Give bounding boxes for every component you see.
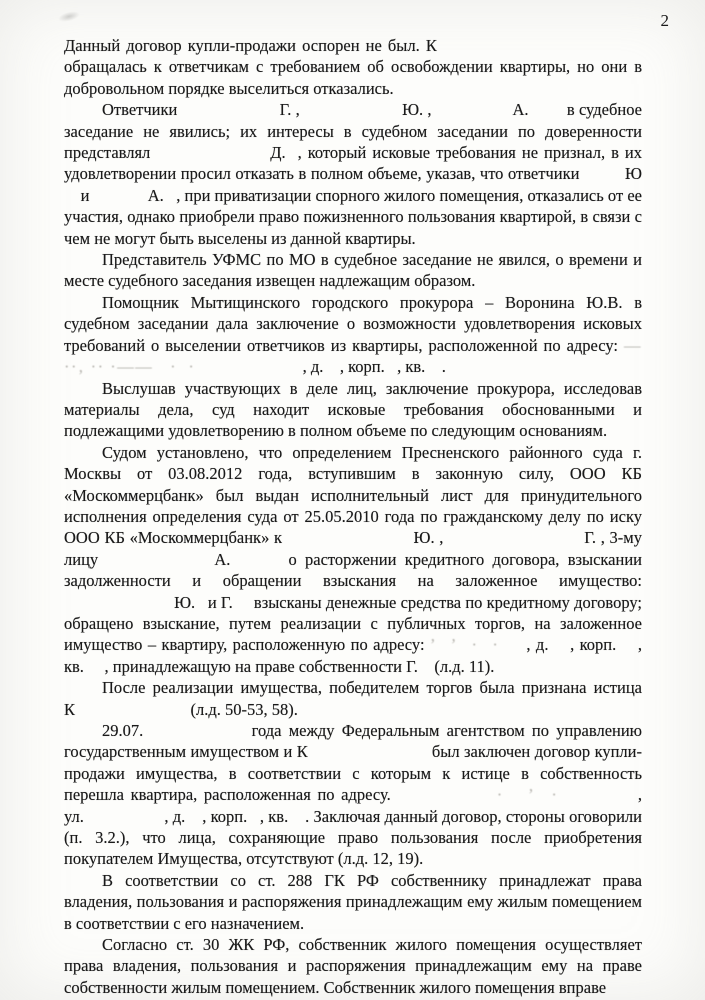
document-body: [64, 35, 642, 998]
paragraph-court-established-tail: , д. , корп. , кв. , принадлежащую на праве собственности Г. (л.д. 11).: [64, 635, 642, 676]
paragraph-prosecutor-opinion: [64, 292, 642, 378]
paragraph-prosecutor-opinion-tail: , д. , корп. , кв. .: [195, 357, 446, 377]
paragraph-ufms-representative: Представитель УФМС по МО в судебное заседание не явился, о времени и месте судебного заседания извещен надлежащим образом.: [64, 250, 642, 291]
redacted-address-marks-2: ’ ’ · ·: [429, 635, 500, 655]
paragraph-article-30: Согласно ст. 30 ЖК РФ, собственник жилого помещения осуществляет права владения, пользования и распоряжения принадлежащим ему на праве собственности жилым помещением. Собственник жилого помещения вправе: [64, 935, 642, 997]
paragraph-purchase-agreement-tail: , ул. , д. , корп. , кв. . Заключая данный договор, стороны оговорили (п. 3.2.), что лица, сохраняющие право пользования после приобретения покупателем Имущества, отсутствуют (л.д. 12, 19).: [64, 785, 643, 869]
paragraph-prosecutor-opinion-text: Помощник Мытищинского городского прокурора – Воронина Ю.В. в судебном заседании дала заключение о возможности удовлетворения исковых требований о выселении ответчиков из квартиры, расположенной по адресу:: [64, 292, 642, 355]
paragraph-purchase-agreement: [64, 720, 642, 870]
paragraph-auction-winner: После реализации имущества, победителем торгов была признана истица К (л.д. 50-53, 58).: [64, 678, 642, 719]
paragraph-court-conclusion: Выслушав участвующих в деле лиц, заключение прокурора, исследовав материалы дела, суд находит исковые требования обоснованными и подлежащими удовлетворению в полном объеме по следующим основаниям.: [64, 378, 642, 441]
page-number: 2: [660, 11, 669, 30]
redacted-address-marks: —··‚ ·· ·—— · ·: [64, 335, 642, 377]
paragraph-article-288: В соответствии со ст. 288 ГК РФ собственнику принадлежат права владения, пользования и распоряжения принадлежащим ему жилым помещением в соответствии с его назначением.: [64, 870, 642, 933]
redacted-address-marks-3: · ’ ·: [496, 785, 559, 805]
paragraph-court-established: [64, 442, 642, 677]
paragraph-defendants-absent: Ответчики Г. , Ю. , А. в судебное заседание не явились; их интересы в судебном заседании по доверенности представлял Д. , который исковые требования не признал, в их удовлетворении просил отказать в полном объеме, указав, что ответчики Ю и А. , при приватизации спорного жилого помещения, отказались от ее участия, однако приобрели право пожизненного пользования квартирой, в связи с чем не могут быть выселены из данной квартиры.: [64, 100, 642, 248]
paragraph-contract-not-contested: Данный договор купли-продажи оспорен не был. К обращалась к ответчикам с требованием об освобождении квартиры, но они в добровольном порядке выселиться отказались.: [64, 36, 642, 98]
paragraph-purchase-agreement-text: 29.07. года между Федеральным агентством по управлению государственным имуществом и К был заключен договор купли-продажи имущества, в соответствии с которым к истице в собственность перешла квартира, расположенная по адресу.: [64, 721, 642, 805]
paragraph-court-established-text: Судом установлено, что определением Пресненского районного суда г. Москвы от 03.08.2012 года, вступившим в законную силу, ООО КБ «Москоммерцбанк» был выдан исполнительный лист для принудительного исполнения определения суда от 25.05.2010 года по гражданскому делу по иску ООО КБ «Москоммерцбанк» к Ю. , Г. , 3-му лицу А. о расторжении кредитного договора, взыскании задолженности и обращении взыскания на заложенное имущество: Ю. и Г. взысканы денежные средства по кредитному договору; обращено взыскание, путем реализации с публичных торгов, на заложенное имущество – квартиру, расположенную по адресу:: [64, 442, 642, 655]
scan-artifact: [57, 9, 81, 23]
